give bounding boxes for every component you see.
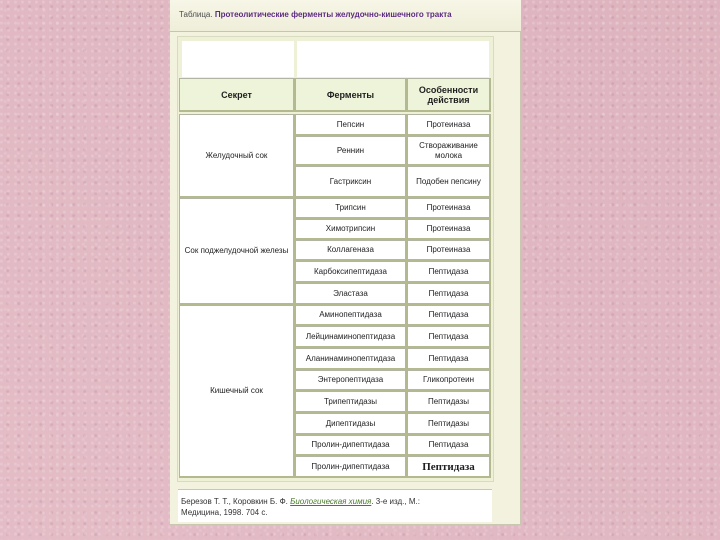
enzyme-row-12: Энтеропептидаза <box>295 370 407 391</box>
feature-row-3: Подобен пепсину <box>407 166 491 198</box>
enzyme-row-8: Эластаза <box>295 283 407 305</box>
enzyme-row-3: Гастриксин <box>295 166 407 198</box>
reference-book-link[interactable]: Биологическая химия <box>290 497 372 506</box>
feature-row-8: Пептидаза <box>407 283 491 305</box>
feature-row-15: Пептидаза <box>407 435 491 456</box>
enzyme-row-7: Карбоксипептидаза <box>295 261 407 283</box>
enzyme-row-2: Реннин <box>295 136 407 166</box>
feature-row-13: Пептидазы <box>407 391 491 413</box>
feature-row-1: Протеиназа <box>407 114 491 136</box>
enzyme-row-10: Лейцинаминопептидаза <box>295 326 407 348</box>
feature-row-16: Пептидаза <box>407 456 491 478</box>
feature-row-2: Створаживание молока <box>407 136 491 166</box>
header-secret: Секрет <box>179 78 295 112</box>
enzyme-row-11: Аланинаминопептидаза <box>295 348 407 370</box>
feature-row-4: Протеиназа <box>407 198 491 219</box>
table-top-left-blank <box>182 41 294 77</box>
enzyme-row-1: Пепсин <box>295 114 407 136</box>
secret-intestinal-juice: Кишечный сок <box>179 305 295 478</box>
header-enzymes: Ферменты <box>295 78 407 112</box>
secret-pancreatic-juice: Сок поджелудочной железы <box>179 198 295 305</box>
reference-line-1 <box>181 496 489 507</box>
document-title <box>179 10 452 20</box>
title-main: Протеолитические ферменты желудочно-кишечного тракта <box>214 10 452 19</box>
enzyme-row-13: Трипептидазы <box>295 391 407 413</box>
feature-row-7: Пептидаза <box>407 261 491 283</box>
enzyme-row-9: Аминопептидаза <box>295 305 407 326</box>
feature-row-14: Пептидазы <box>407 413 491 435</box>
reference-authors: Березов Т. Т., Коровкин Б. Ф. <box>181 497 288 506</box>
enzyme-row-5: Химотрипсин <box>295 219 407 240</box>
title-prefix: Таблица. <box>179 10 213 19</box>
enzyme-row-16: Пролин-дипептидаза <box>295 456 407 478</box>
feature-row-12: Гликопротеин <box>407 370 491 391</box>
enzyme-row-4: Трипсин <box>295 198 407 219</box>
secret-gastric-juice: Желудочный сок <box>179 114 295 198</box>
enzyme-row-6: Коллагеназа <box>295 240 407 261</box>
feature-row-11: Пептидаза <box>407 348 491 370</box>
reference-edition: . 3-е изд., М.: <box>371 497 420 506</box>
feature-row-10: Пептидаза <box>407 326 491 348</box>
enzyme-row-15: Пролин-дипептидаза <box>295 435 407 456</box>
enzyme-table <box>177 36 494 482</box>
table-top-right-blank <box>297 41 489 77</box>
reference-footer <box>178 489 492 522</box>
enzyme-row-14: Дипептидазы <box>295 413 407 435</box>
document-page <box>170 0 521 525</box>
reference-line-2: Медицина, 1998. 704 с. <box>181 508 268 517</box>
feature-row-6: Протеиназа <box>407 240 491 261</box>
feature-row-9: Пептидаза <box>407 305 491 326</box>
feature-row-5: Протеиназа <box>407 219 491 240</box>
header-features: Особенности действия <box>407 78 491 112</box>
document-title-bar <box>170 0 521 32</box>
